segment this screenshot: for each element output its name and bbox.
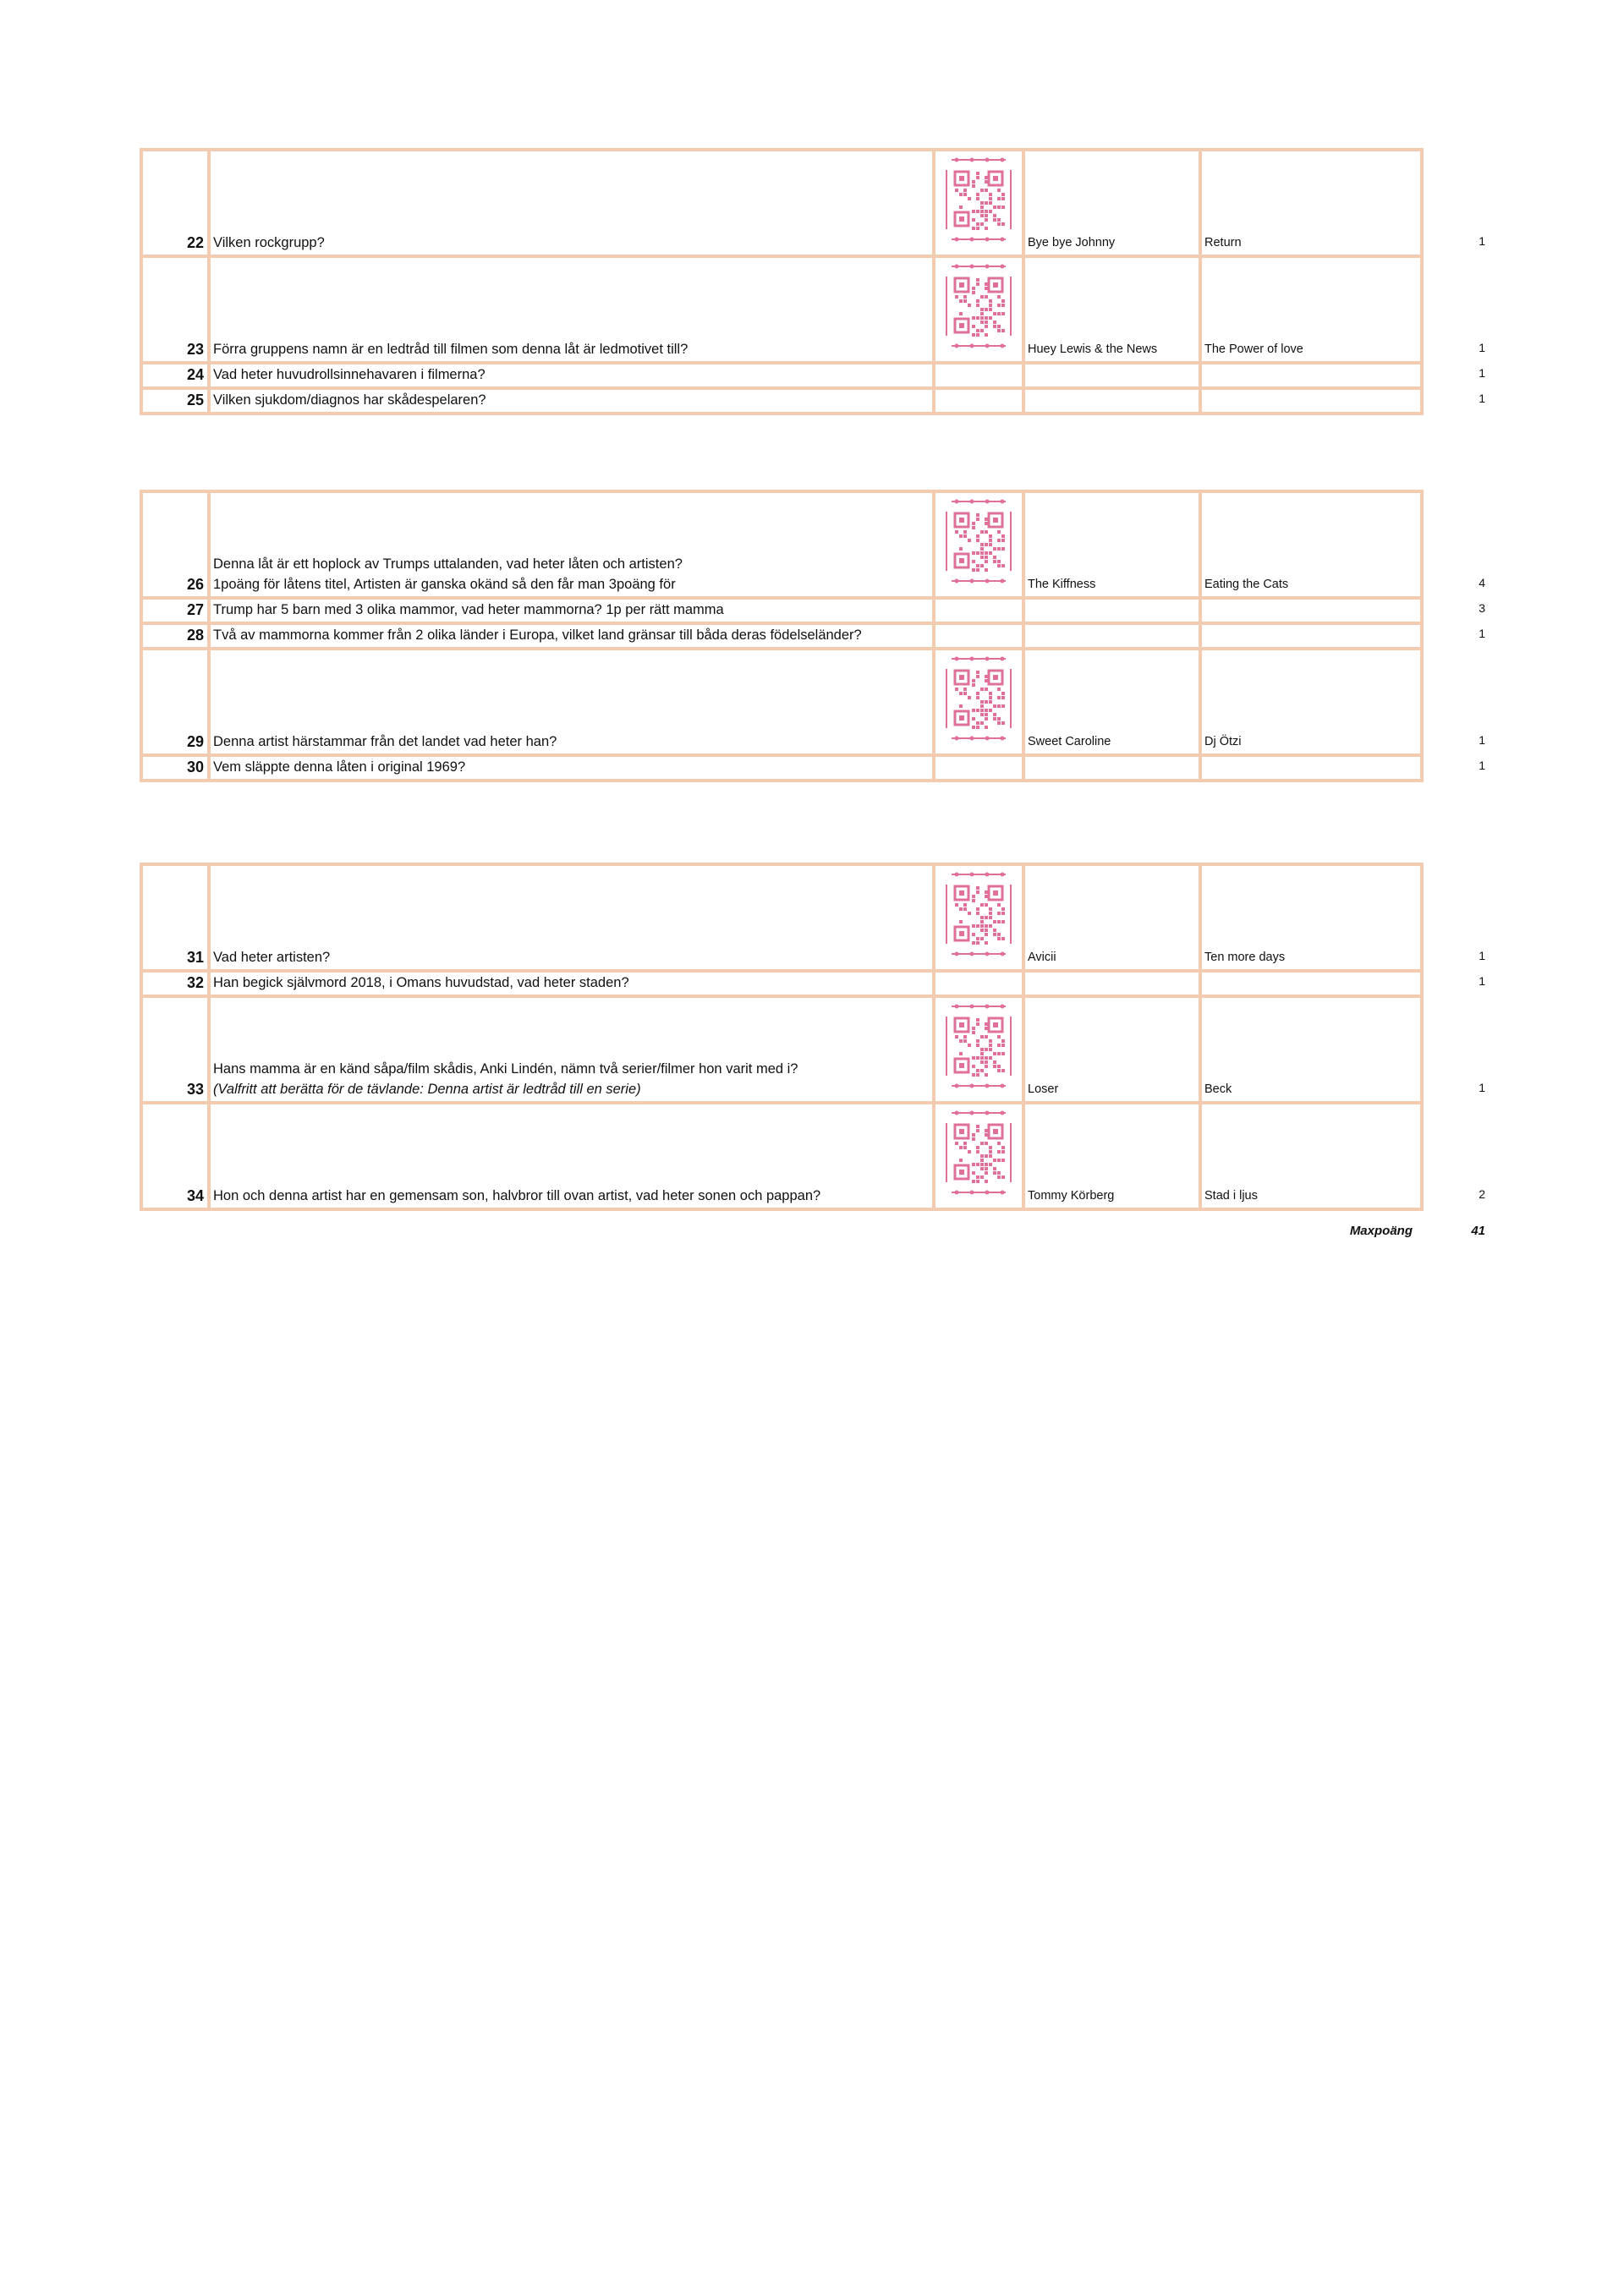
question-number: 27 bbox=[141, 598, 209, 623]
question-text bbox=[209, 150, 934, 256]
answer-text bbox=[1023, 971, 1200, 996]
question-number: 25 bbox=[141, 388, 209, 414]
max-points-label: Maxpoäng bbox=[1349, 1224, 1413, 1238]
hint-text: Beck bbox=[1200, 996, 1422, 1103]
qr-cell bbox=[934, 150, 1023, 256]
question-line: Denna låt är ett hoplock av Trumps uttalanden, vad heter låten och artisten? bbox=[213, 556, 683, 572]
points-value: 2 bbox=[1479, 1187, 1485, 1201]
qr-cell bbox=[934, 996, 1023, 1103]
qr-cell bbox=[934, 598, 1023, 623]
question-line: Hon och denna artist har en gemensam son, halvbror till ovan artist, vad heter sonen och pappan? bbox=[213, 1188, 821, 1203]
question-number: 32 bbox=[141, 971, 209, 996]
question-row bbox=[141, 996, 1422, 1103]
question-text bbox=[209, 491, 934, 598]
hint-text: Dj Ötzi bbox=[1200, 649, 1422, 755]
answer-text: Bye bye Johnny bbox=[1023, 150, 1200, 256]
hint-text: Return bbox=[1200, 150, 1422, 256]
points-value: 1 bbox=[1479, 627, 1485, 640]
question-line: Han begick självmord 2018, i Omans huvudstad, vad heter staden? bbox=[213, 975, 629, 990]
qr-cell bbox=[934, 388, 1023, 414]
question-text bbox=[209, 1103, 934, 1209]
qr-code-icon[interactable] bbox=[943, 1000, 1014, 1093]
question-text bbox=[209, 649, 934, 755]
question-row bbox=[141, 150, 1422, 256]
question-text bbox=[209, 971, 934, 996]
question-number: 31 bbox=[141, 864, 209, 971]
qr-cell bbox=[934, 864, 1023, 971]
qr-code-icon[interactable] bbox=[943, 153, 1014, 246]
hint-text bbox=[1200, 388, 1422, 414]
quiz-section bbox=[140, 490, 1484, 782]
points-value: 1 bbox=[1479, 733, 1485, 747]
question-line: Två av mammorna kommer från 2 olika länder i Europa, vilket land gränsar till båda deras födelseländer? bbox=[213, 627, 862, 643]
qr-code-icon[interactable] bbox=[943, 495, 1014, 588]
points-value: 3 bbox=[1479, 601, 1485, 615]
question-row bbox=[141, 598, 1422, 623]
points-value: 1 bbox=[1479, 949, 1485, 962]
question-row bbox=[141, 491, 1422, 598]
question-text bbox=[209, 623, 934, 649]
hint-text bbox=[1200, 363, 1422, 388]
answer-text: The Kiffness bbox=[1023, 491, 1200, 598]
hint-text: Stad i ljus bbox=[1200, 1103, 1422, 1209]
qr-code-icon[interactable] bbox=[943, 868, 1014, 961]
qr-code-icon[interactable] bbox=[943, 260, 1014, 353]
quiz-table bbox=[140, 148, 1424, 415]
hint-text bbox=[1200, 755, 1422, 781]
question-number: 30 bbox=[141, 755, 209, 781]
answer-text: Huey Lewis & the News bbox=[1023, 256, 1200, 363]
qr-cell bbox=[934, 623, 1023, 649]
question-number: 29 bbox=[141, 649, 209, 755]
answer-text: Tommy Körberg bbox=[1023, 1103, 1200, 1209]
question-line: 1poäng för låtens titel, Artisten är ganska okänd så den får man 3poäng för bbox=[213, 577, 676, 592]
hint-text: Ten more days bbox=[1200, 864, 1422, 971]
qr-cell bbox=[934, 256, 1023, 363]
qr-cell bbox=[934, 649, 1023, 755]
question-number: 34 bbox=[141, 1103, 209, 1209]
question-row bbox=[141, 1103, 1422, 1209]
question-row bbox=[141, 649, 1422, 755]
question-line: Vilken rockgrupp? bbox=[213, 235, 325, 250]
question-row bbox=[141, 256, 1422, 363]
question-text bbox=[209, 755, 934, 781]
points-value: 1 bbox=[1479, 392, 1485, 405]
question-row bbox=[141, 864, 1422, 971]
question-number: 26 bbox=[141, 491, 209, 598]
question-number: 33 bbox=[141, 996, 209, 1103]
question-row bbox=[141, 388, 1422, 414]
question-line: Denna artist härstammar från det landet vad heter han? bbox=[213, 734, 557, 749]
question-number: 23 bbox=[141, 256, 209, 363]
question-text bbox=[209, 388, 934, 414]
points-value: 1 bbox=[1479, 341, 1485, 354]
hint-text: Eating the Cats bbox=[1200, 491, 1422, 598]
answer-text bbox=[1023, 363, 1200, 388]
quiz-table bbox=[140, 863, 1424, 1211]
answer-text bbox=[1023, 623, 1200, 649]
question-line: (Valfritt att berätta för de tävlande: Denna artist är ledtråd till en serie) bbox=[213, 1082, 641, 1097]
qr-cell bbox=[934, 971, 1023, 996]
qr-cell bbox=[934, 491, 1023, 598]
question-text bbox=[209, 256, 934, 363]
question-text bbox=[209, 864, 934, 971]
qr-code-icon[interactable] bbox=[943, 1106, 1014, 1199]
hint-text bbox=[1200, 598, 1422, 623]
question-number: 28 bbox=[141, 623, 209, 649]
question-text bbox=[209, 996, 934, 1103]
question-line: Vem släppte denna låten i original 1969? bbox=[213, 759, 466, 775]
max-points-value: 41 bbox=[1471, 1224, 1485, 1238]
question-line: Vad heter huvudrollsinnehavaren i filmerna? bbox=[213, 367, 486, 382]
question-text bbox=[209, 598, 934, 623]
question-row bbox=[141, 971, 1422, 996]
hint-text bbox=[1200, 623, 1422, 649]
question-line: Vilken sjukdom/diagnos har skådespelaren? bbox=[213, 392, 486, 408]
quiz-table bbox=[140, 490, 1424, 782]
qr-cell bbox=[934, 755, 1023, 781]
question-number: 24 bbox=[141, 363, 209, 388]
points-value: 1 bbox=[1479, 759, 1485, 772]
qr-cell bbox=[934, 363, 1023, 388]
points-value: 4 bbox=[1479, 576, 1485, 589]
points-value: 1 bbox=[1479, 366, 1485, 380]
question-line: Förra gruppens namn är en ledtråd till filmen som denna låt är ledmotivet till? bbox=[213, 342, 689, 357]
answer-text: Loser bbox=[1023, 996, 1200, 1103]
answer-text: Avicii bbox=[1023, 864, 1200, 971]
question-line: Hans mamma är en känd såpa/film skådis, Anki Lindén, nämn två serier/filmer hon varit med i? bbox=[213, 1061, 798, 1077]
hint-text: The Power of love bbox=[1200, 256, 1422, 363]
quiz-section bbox=[140, 148, 1484, 415]
question-number: 22 bbox=[141, 150, 209, 256]
quiz-section bbox=[140, 863, 1484, 1211]
question-row bbox=[141, 363, 1422, 388]
answer-text bbox=[1023, 388, 1200, 414]
answer-text: Sweet Caroline bbox=[1023, 649, 1200, 755]
points-value: 1 bbox=[1479, 234, 1485, 248]
question-line: Vad heter artisten? bbox=[213, 950, 331, 965]
question-row bbox=[141, 623, 1422, 649]
answer-text bbox=[1023, 755, 1200, 781]
points-value: 1 bbox=[1479, 1081, 1485, 1094]
answer-text bbox=[1023, 598, 1200, 623]
question-line: Trump har 5 barn med 3 olika mammor, vad heter mammorna? 1p per rätt mamma bbox=[213, 602, 724, 617]
qr-cell bbox=[934, 1103, 1023, 1209]
question-text bbox=[209, 363, 934, 388]
question-row bbox=[141, 755, 1422, 781]
hint-text bbox=[1200, 971, 1422, 996]
qr-code-icon[interactable] bbox=[943, 652, 1014, 745]
points-value: 1 bbox=[1479, 974, 1485, 988]
